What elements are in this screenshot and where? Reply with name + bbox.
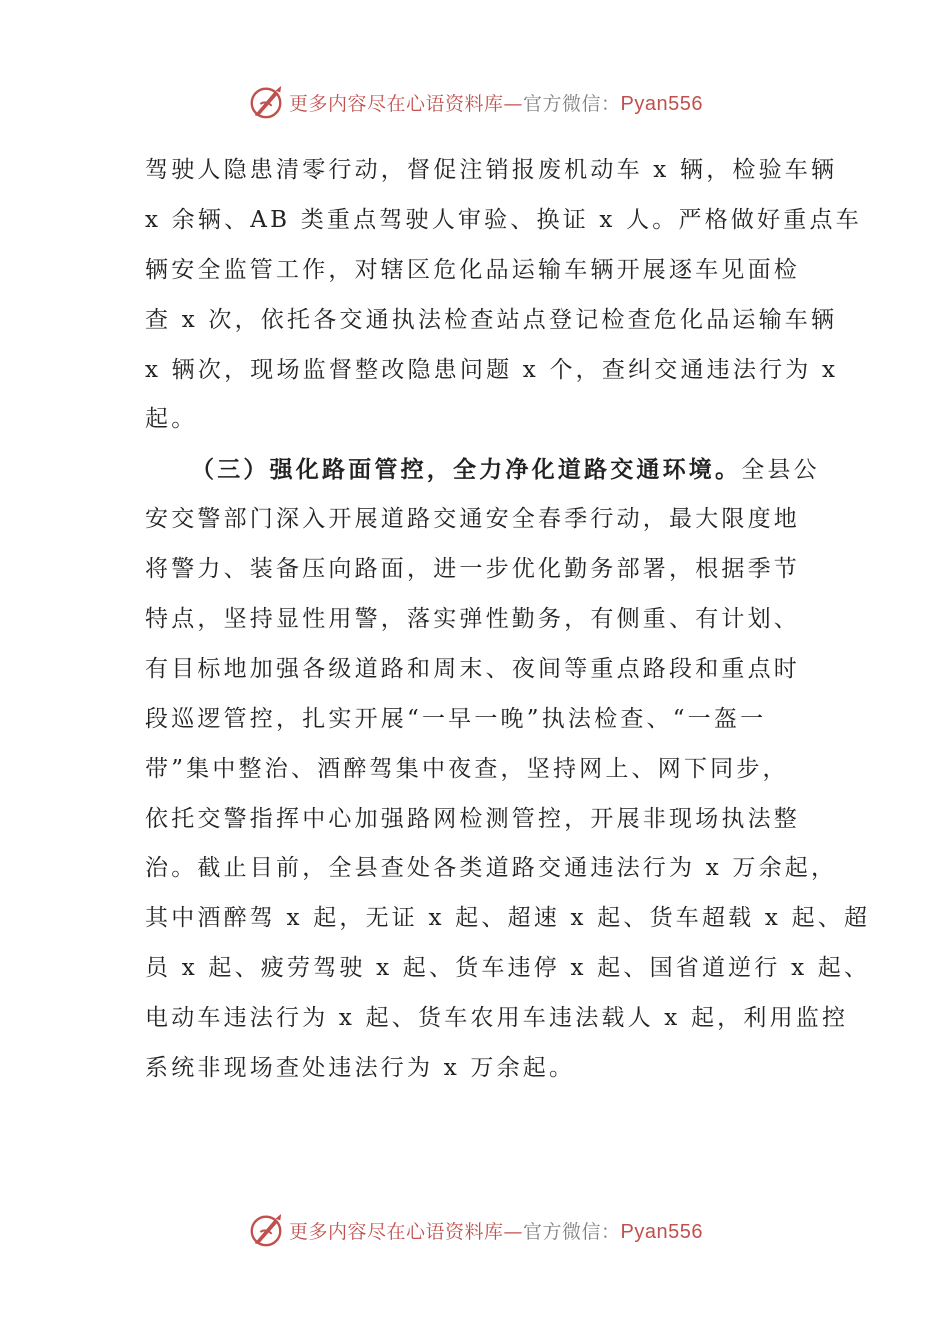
text-line: 电动车违法行为 x 起、货车农用车违法载人 x 起，利用监控 [145, 1005, 849, 1032]
quill-logo-icon [247, 83, 285, 121]
banner-text: 更多内容尽在心语资料库—官方微信：Pyan556 [289, 1220, 703, 1243]
paragraph-1 [145, 146, 862, 445]
text-line: 段巡逻管控，扎实开展“一早一晚”执法检查、“一盔一 [145, 705, 767, 732]
wechat-id: Pyan556 [620, 1220, 703, 1243]
section-heading: （三）强化路面管控，全力净化道路交通环境。 [191, 456, 742, 484]
document-body [145, 146, 871, 1094]
wechat-label: 官方微信： [523, 92, 621, 115]
text-line: x 余辆、AB 类重点驾驶人审验、换证 x 人。严格做好重点车 [145, 206, 862, 233]
text-line: 员 x 起、疲劳驾驶 x 起、货车违停 x 起、国省道逆行 x 起、 [145, 955, 871, 982]
wechat-label: 官方微信： [523, 1220, 621, 1243]
text-line: 带”集中整治、酒醉驾集中夜查，坚持网上、网下同步， [145, 755, 789, 782]
section-heading-line [145, 445, 820, 495]
text-line: 将警力、装备压向路面，进一步优化勤务部署，根据季节 [145, 556, 800, 583]
paragraph-2 [145, 445, 871, 1094]
text-line: 安交警部门深入开展道路交通安全春季行动，最大限度地 [145, 506, 800, 533]
text-line: 系统非现场查处违法行为 x 万余起。 [145, 1055, 576, 1082]
text-line: 查 x 次，依托各交通执法检查站点登记检查危化品运输车辆 [145, 306, 838, 333]
text-line: 辆安全监管工作，对辖区危化品运输车辆开展逐车见面检 [145, 256, 800, 283]
wechat-id: Pyan556 [620, 92, 703, 115]
quill-logo-icon [247, 1211, 285, 1249]
text-line: 起。 [145, 406, 198, 433]
text-line: 有目标地加强各级道路和周末、夜间等重点路段和重点时 [145, 655, 800, 682]
text-line: x 辆次，现场监督整改隐患问题 x 个，查纠交通违法行为 x [145, 356, 839, 383]
text-line: 治。截止目前，全县查处各类道路交通违法行为 x 万余起， [145, 855, 838, 882]
text-line: 其中酒醉驾 x 起，无证 x 起、超速 x 起、货车超载 x 起、超 [145, 905, 871, 932]
banner-text: 更多内容尽在心语资料库—官方微信：Pyan556 [289, 92, 703, 115]
text-line: 驾驶人隐患清零行动，督促注销报废机动车 x 辆，检验车辆 [145, 157, 838, 183]
header-banner [0, 82, 950, 122]
text-line-rest: 全县公 [741, 457, 820, 484]
text-line: 依托交警指挥中心加强路网检测管控，开展非现场执法整 [145, 805, 800, 832]
footer-banner [0, 1210, 950, 1250]
text-line: 特点，坚持显性用警，落实弹性勤务，有侧重、有计划、 [145, 606, 800, 633]
